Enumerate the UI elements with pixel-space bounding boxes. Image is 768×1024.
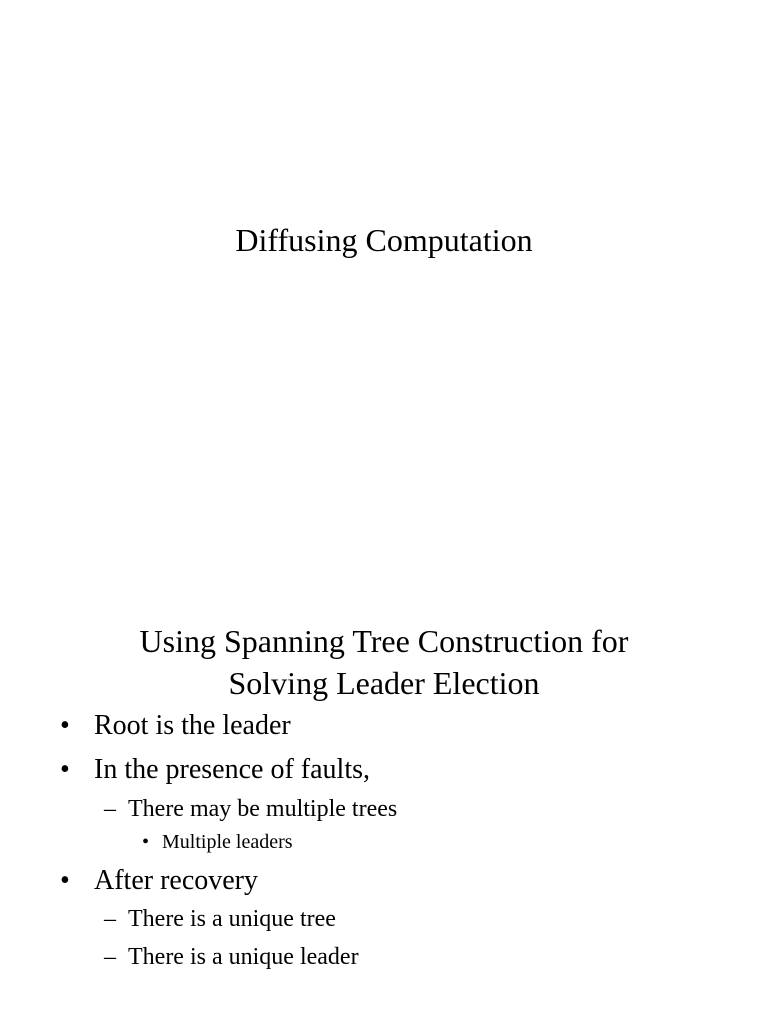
- bullet-text: In the presence of faults,: [94, 754, 370, 785]
- bullet-text: Root is the leader: [94, 710, 291, 741]
- bullet-text: There is a unique leader: [128, 944, 359, 970]
- bullet-mark: •: [60, 754, 70, 785]
- bullet-text: After recovery: [94, 865, 259, 896]
- dash-mark: –: [104, 796, 116, 822]
- bullet-text: Multiple leaders: [162, 831, 293, 853]
- title-line-1: Using Spanning Tree Construction for: [139, 623, 629, 659]
- title-line-2: Solving Leader Election: [228, 665, 540, 701]
- bullet-list: [0, 512, 768, 1024]
- bullet-text: There may be multiple trees: [128, 796, 398, 822]
- bullet-mark: •: [60, 865, 70, 896]
- bullet-text: There is a unique tree: [128, 906, 336, 932]
- slide-leader-election: [0, 512, 768, 1024]
- dash-mark: –: [104, 944, 116, 970]
- bullet-mark: •: [60, 710, 70, 741]
- bullet-mark: •: [142, 831, 150, 853]
- slide-title: Diffusing Computation: [235, 222, 533, 258]
- dash-mark: –: [104, 906, 116, 932]
